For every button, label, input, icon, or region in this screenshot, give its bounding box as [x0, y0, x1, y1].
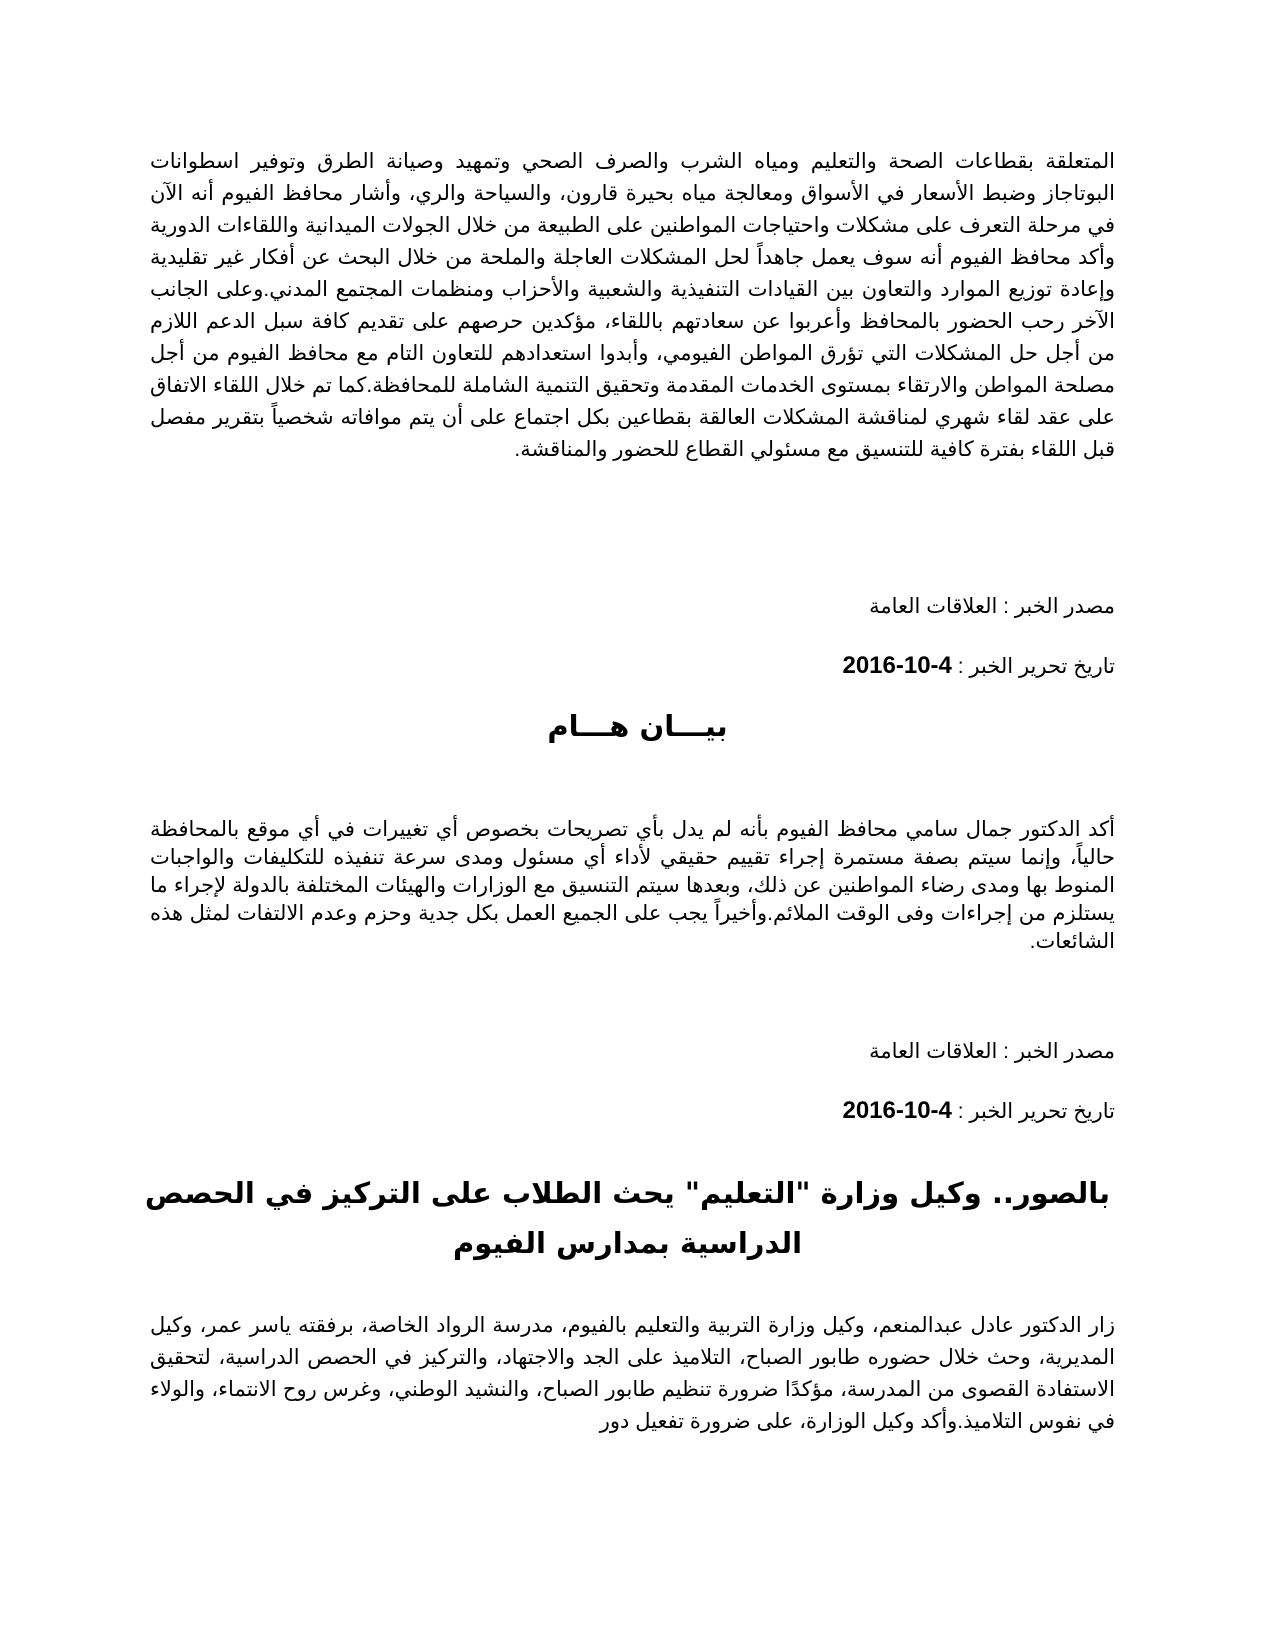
article-2-date-value: 2016-10-4: [842, 1097, 952, 1124]
article-2-source: مصدر الخبر : العلاقات العامة: [869, 1040, 1115, 1063]
article-2-date: [842, 1097, 1115, 1125]
article-1-source: مصدر الخبر : العلاقات العامة: [869, 595, 1115, 618]
article-1-date: [842, 652, 1115, 680]
article-3-body: زار الدكتور عادل عبدالمنعم، وكيل وزارة التربية والتعليم بالفيوم، مدرسة الرواد الخاصة، برفقته ياسر عمر، وكيل المديرية، وحث خلال حضوره طابور الصباح، التلاميذ على الجد والاجتهاد، والتركيز في الحصص الدراسية، لتحقيق الاستفادة القصوى من المدرسة، مؤكدًا ضرورة تنظيم طابور الصباح، والنشيد الوطني، وغرس روح الانتماء، والولاء في نفوس التلاميذ.وأكد وكيل الوزارة، على ضرورة تفعيل دور: [150, 1314, 1115, 1433]
article-1-body: المتعلقة بقطاعات الصحة والتعليم ومياه الشرب والصرف الصحي وتمهيد وصيانة الطرق وتوفير اسطوانات البوتاجاز وضبط الأسعار في الأسواق ومعالجة مياه بحيرة قارون، والسياحة والري، وأشار محافظ الفيوم أنه الآن في مرحلة التعرف على مشكلات واحتياجات المواطنين على الطبيعة من خلال الجولات الميدانية واللقاءات الدورية وأكد محافظ الفيوم أنه سوف يعمل جاهداً لحل المشكلات العاجلة والملحة من خلال البحث عن أفكار غير تقليدية وإعادة توزيع الموارد والتعاون بين القيادات التنفيذية والشعبية والأحزاب ومنظمات المجتمع المدني.وعلى الجانب الآخر رحب الحضور بالمحافظ وأعربوا عن سعادتهم باللقاء، مؤكدين حرصهم على تقديم كافة سبل الدعم اللازم من أجل حل المشكلات التي تؤرق المواطن الفيومي، وأبدوا استعدادهم للتعاون التام مع محافظ الفيوم من أجل مصلحة المواطن والارتقاء بمستوى الخدمات المقدمة وتحقيق التنمية الشاملة للمحافظة.كما تم خلال اللقاء الاتفاق على عقد لقاء شهري لمناقشة المشكلات العالقة بقطاعين بكل اجتماع على أن يتم موافاته شخصياً بتقرير مفصل قبل اللقاء بفترة كافية للتنسيق مع مسئولي القطاع للحضور والمناقشة.: [150, 150, 1115, 461]
article-2-body: أكد الدكتور جمال سامي محافظ الفيوم بأنه لم يدل بأي تصريحات بخصوص أي تغييرات في أي موقع بالمحافظة حالياً، وإنما سيتم بصفة مستمرة إجراء تقييم حقيقي لأداء أي مسئول ومدى سرعة تنفيذه للتكليفات والواجبات المنوط بها ومدى رضاء المواطنين عن ذلك، وبعدها سيتم التنسيق مع الوزارات والهيئات المختلفة بالدولة لإجراء ما يستلزم من إجراءات وفى الوقت الملائم.وأخيراً يجب على الجميع العمل بكل جدية وحزم وعدم الالتفات لمثل هذه الشائعات.: [150, 818, 1115, 953]
article-2-title: بيـــان هـــام: [547, 709, 728, 743]
article-2-date-label: تاريخ تحرير الخبر :: [957, 1100, 1115, 1123]
article-1-date-value: 2016-10-4: [842, 652, 952, 679]
article-1-date-label: تاريخ تحرير الخبر :: [957, 655, 1115, 678]
article-3-title: بالصور.. وكيل وزارة "التعليم" يحث الطلاب على التركيز في الحصص الدراسية بمدارس الفيوم: [144, 1176, 1111, 1260]
